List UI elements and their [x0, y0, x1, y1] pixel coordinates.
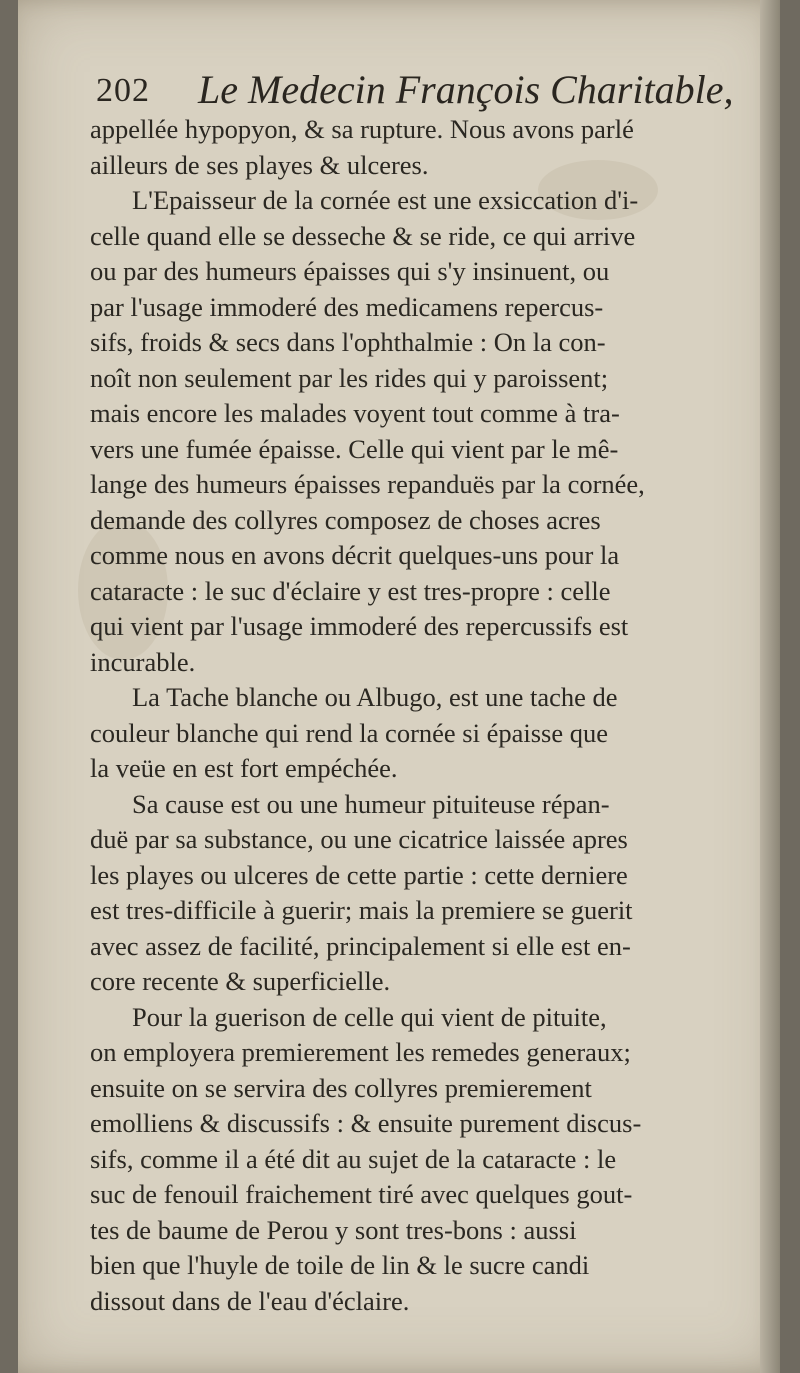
text-line: cataracte : le suc d'éclaire y est tres-propre : celle [90, 575, 611, 606]
text-line: les playes ou ulceres de cette partie : cette derniere [90, 859, 628, 890]
page-header [96, 62, 736, 118]
text-line: bien que l'huyle de toile de lin & le sucre candi [90, 1250, 590, 1280]
text-line: demande des collyres composez de choses acres [90, 504, 601, 535]
text-line: appellée hypopyon, & sa rupture. Nous avons parlé [90, 114, 634, 144]
running-title: Le Medecin François Charitable, [198, 67, 734, 112]
text-line: sifs, froids & secs dans l'ophthalmie : On la con- [90, 327, 606, 357]
text-line: L'Epaisseur de la cornée est une exsiccation d'i- [132, 185, 639, 215]
text-line: mais encore les malades voyent tout comme à tra- [90, 398, 620, 428]
text-line: ensuite on se servira des collyres premierement [90, 1072, 592, 1103]
text-line: La Tache blanche ou Albugo, est une tache de [132, 682, 618, 712]
text-line: noît non seulement par les rides qui y paroissent; [90, 362, 609, 393]
text-line: par l'usage immoderé des medicamens repercus- [90, 291, 604, 322]
text-line: est tres-difficile à guerir; mais la premiere se guerit [90, 895, 633, 925]
page-number: 202 [96, 72, 150, 109]
text-line: qui vient par l'usage immoderé des repercussifs est [90, 611, 629, 641]
text-line: lange des humeurs épaisses repanduës par la cornée, [90, 469, 645, 499]
text-line: vers une fumée épaisse. Celle qui vient par le mê- [90, 433, 619, 464]
text-line: tes de baume de Perou y sont tres-bons : aussi [90, 1214, 577, 1245]
text-line: incurable. [90, 646, 196, 677]
text-line: Sa cause est ou une humeur pituiteuse répan- [132, 788, 610, 819]
text-line: suc de fenouil fraichement tiré avec quelques gout- [90, 1179, 633, 1209]
text-line: comme nous en avons décrit quelques-uns pour la [90, 540, 620, 570]
text-line: duë par sa substance, ou une cicatrice laissée apres [90, 824, 628, 854]
text-line: on employera premierement les remedes generaux; [90, 1037, 631, 1067]
body-text [90, 112, 770, 1319]
text-line: emolliens & discussifs : & ensuite purement discus- [90, 1108, 642, 1138]
text-line: sifs, comme il a été dit au sujet de la cataracte : le [90, 1143, 617, 1174]
text-line: core recente & superficielle. [90, 966, 391, 996]
text-line: avec assez de facilité, principalement si elle est en- [90, 930, 631, 961]
text-line: celle quand elle se desseche & se ride, ce qui arrive [90, 220, 636, 251]
text-line: ou par des humeurs épaisses qui s'y insinuent, ou [90, 256, 610, 286]
text-line: Pour la guerison de celle qui vient de pituite, [132, 1001, 607, 1032]
text-line: ailleurs de ses playes & ulceres. [90, 149, 429, 180]
text-line: couleur blanche qui rend la cornée si épaisse que [90, 717, 609, 748]
text-line: dissout dans de l'eau d'éclaire. [90, 1285, 410, 1316]
text-line: la veüe en est fort empéchée. [90, 753, 398, 783]
